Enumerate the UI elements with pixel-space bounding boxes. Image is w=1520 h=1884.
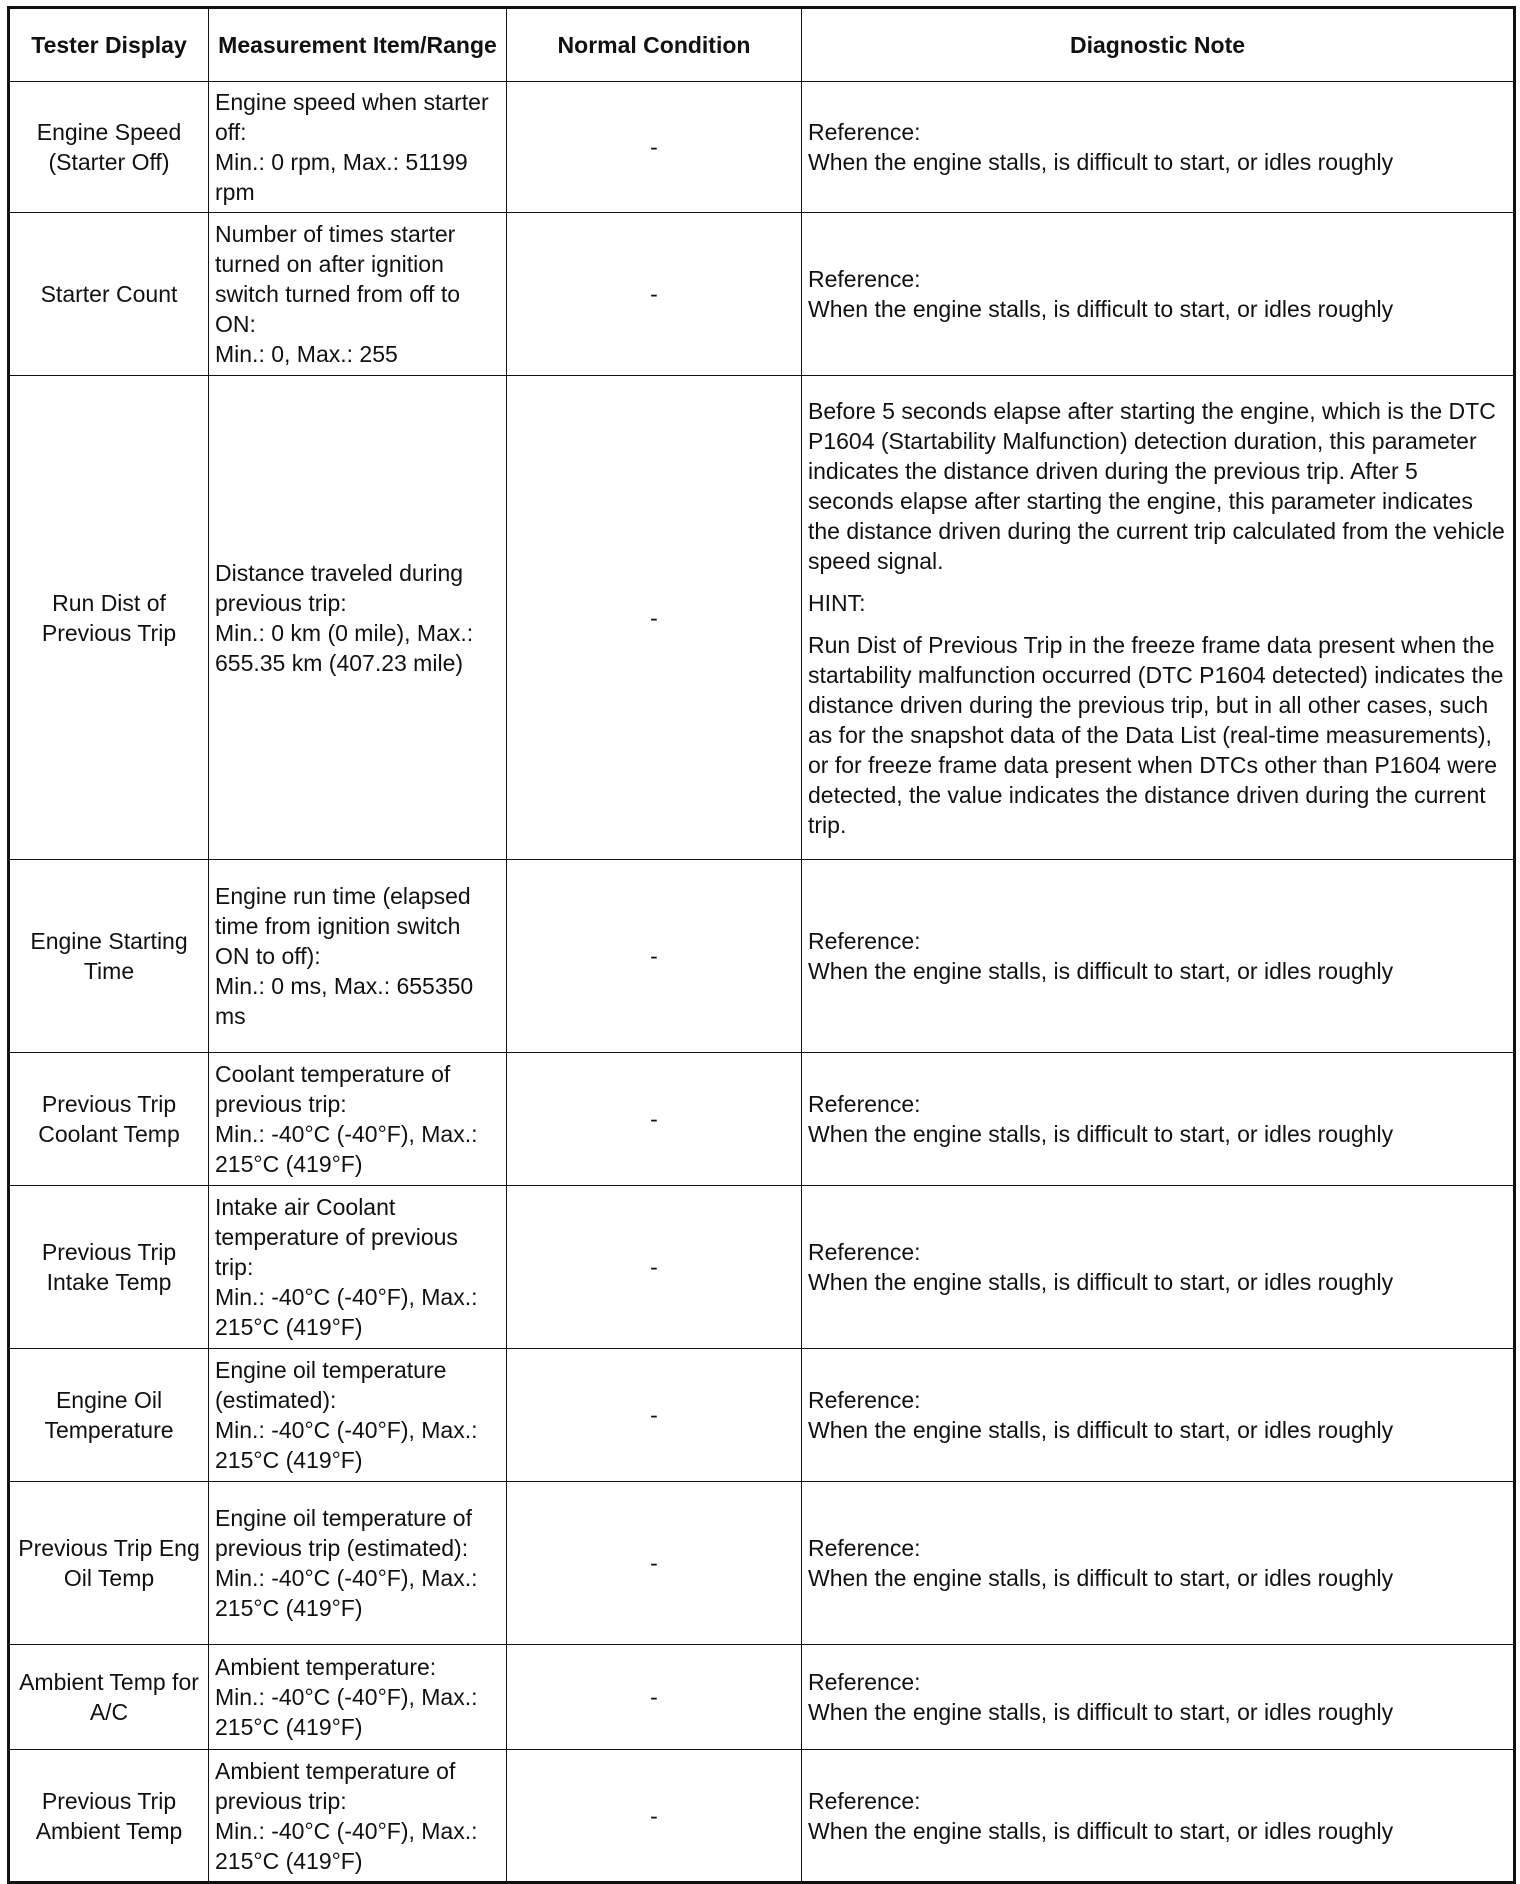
measurement-range-cell: Engine run time (elapsed time from ignition switch ON to off): Min.: 0 ms, Max.: 655350 ms — [209, 860, 507, 1053]
normal-condition-cell: - — [507, 1645, 802, 1750]
table-row — [9, 82, 1515, 213]
tester-display-cell: Run Dist of Previous Trip — [9, 376, 209, 860]
normal-condition-cell: - — [507, 1750, 802, 1883]
diagnostic-note-cell — [802, 376, 1515, 860]
diagnostic-note-cell: Reference: When the engine stalls, is difficult to start, or idles roughly — [802, 860, 1515, 1053]
tester-display-cell: Engine Starting Time — [9, 860, 209, 1053]
tester-display-cell: Previous Trip Ambient Temp — [9, 1750, 209, 1883]
table-row — [9, 376, 1515, 860]
tester-display-cell: Starter Count — [9, 213, 209, 376]
tester-display-cell: Previous Trip Coolant Temp — [9, 1053, 209, 1186]
table-row — [9, 1053, 1515, 1186]
measurement-range-cell: Ambient temperature of previous trip: Min.: -40°C (-40°F), Max.: 215°C (419°F) — [209, 1750, 507, 1883]
diagnostic-note-paragraph: Before 5 seconds elapse after starting the engine, which is the DTC P1604 (Startability Malfunction) detection duration, this parameter indicates the distance driven during the previous trip. After 5 seconds elapse after starting the engine, this parameter indicates the distance driven during the current trip calculated from the vehicle speed signal. — [808, 397, 1505, 574]
data-list-table — [7, 6, 1516, 1884]
diagnostic-note-paragraph: Run Dist of Previous Trip in the freeze frame data present when the startability malfunction occurred (DTC P1604 detected) indicates the distance driven during the previous trip, but in all other cases, such as for the snapshot data of the Data List (real-time measurements), or for freeze frame data present when DTCs other than P1604 were detected, the value indicates the distance driven during the current trip. — [808, 631, 1504, 838]
measurement-range-cell: Number of times starter turned on after ignition switch turned from off to ON: Min.: 0, Max.: 255 — [209, 213, 507, 376]
normal-condition-cell: - — [507, 860, 802, 1053]
tester-display-cell: Previous Trip Eng Oil Temp — [9, 1482, 209, 1645]
diagnostic-note-cell: Reference: When the engine stalls, is difficult to start, or idles roughly — [802, 1186, 1515, 1349]
normal-condition-cell: - — [507, 1053, 802, 1186]
diagnostic-note-hint: HINT: — [808, 589, 866, 616]
table-row — [9, 213, 1515, 376]
measurement-range-cell: Ambient temperature: Min.: -40°C (-40°F), Max.: 215°C (419°F) — [209, 1645, 507, 1750]
measurement-range-cell: Engine speed when starter off: Min.: 0 rpm, Max.: 51199 rpm — [209, 82, 507, 213]
measurement-range-cell: Distance traveled during previous trip: Min.: 0 km (0 mile), Max.: 655.35 km (407.23 mile) — [209, 376, 507, 860]
header-normal-condition: Normal Condition — [507, 8, 802, 82]
diagnostic-note-cell: Reference: When the engine stalls, is difficult to start, or idles roughly — [802, 1482, 1515, 1645]
table-row — [9, 1645, 1515, 1750]
measurement-range-cell: Coolant temperature of previous trip: Min.: -40°C (-40°F), Max.: 215°C (419°F) — [209, 1053, 507, 1186]
normal-condition-cell: - — [507, 376, 802, 860]
measurement-range-cell: Intake air Coolant temperature of previous trip: Min.: -40°C (-40°F), Max.: 215°C (419°F) — [209, 1186, 507, 1349]
table-row — [9, 1349, 1515, 1482]
measurement-range-cell: Engine oil temperature (estimated): Min.: -40°C (-40°F), Max.: 215°C (419°F) — [209, 1349, 507, 1482]
normal-condition-cell: - — [507, 213, 802, 376]
header-measurement-range: Measurement Item/Range — [209, 8, 507, 82]
diagnostic-note-cell: Reference: When the engine stalls, is difficult to start, or idles roughly — [802, 1750, 1515, 1883]
normal-condition-cell: - — [507, 82, 802, 213]
diagnostic-note-cell: Reference: When the engine stalls, is difficult to start, or idles roughly — [802, 82, 1515, 213]
diagnostic-note-cell: Reference: When the engine stalls, is difficult to start, or idles roughly — [802, 1349, 1515, 1482]
measurement-range-cell: Engine oil temperature of previous trip (estimated): Min.: -40°C (-40°F), Max.: 215°C (419°F) — [209, 1482, 507, 1645]
normal-condition-cell: - — [507, 1349, 802, 1482]
header-tester-display: Tester Display — [9, 8, 209, 82]
tester-display-cell: Engine Oil Temperature — [9, 1349, 209, 1482]
diagnostic-note-cell: Reference: When the engine stalls, is difficult to start, or idles roughly — [802, 213, 1515, 376]
tester-display-cell: Engine Speed (Starter Off) — [9, 82, 209, 213]
normal-condition-cell: - — [507, 1186, 802, 1349]
tester-display-cell: Previous Trip Intake Temp — [9, 1186, 209, 1349]
tester-display-cell: Ambient Temp for A/C — [9, 1645, 209, 1750]
normal-condition-cell: - — [507, 1482, 802, 1645]
header-diagnostic-note: Diagnostic Note — [802, 8, 1515, 82]
diagnostic-note-cell: Reference: When the engine stalls, is difficult to start, or idles roughly — [802, 1645, 1515, 1750]
table-row — [9, 1186, 1515, 1349]
table-row — [9, 1482, 1515, 1645]
header-row — [9, 8, 1515, 82]
table-row — [9, 860, 1515, 1053]
table-row — [9, 1750, 1515, 1883]
diagnostic-note-cell: Reference: When the engine stalls, is difficult to start, or idles roughly — [802, 1053, 1515, 1186]
